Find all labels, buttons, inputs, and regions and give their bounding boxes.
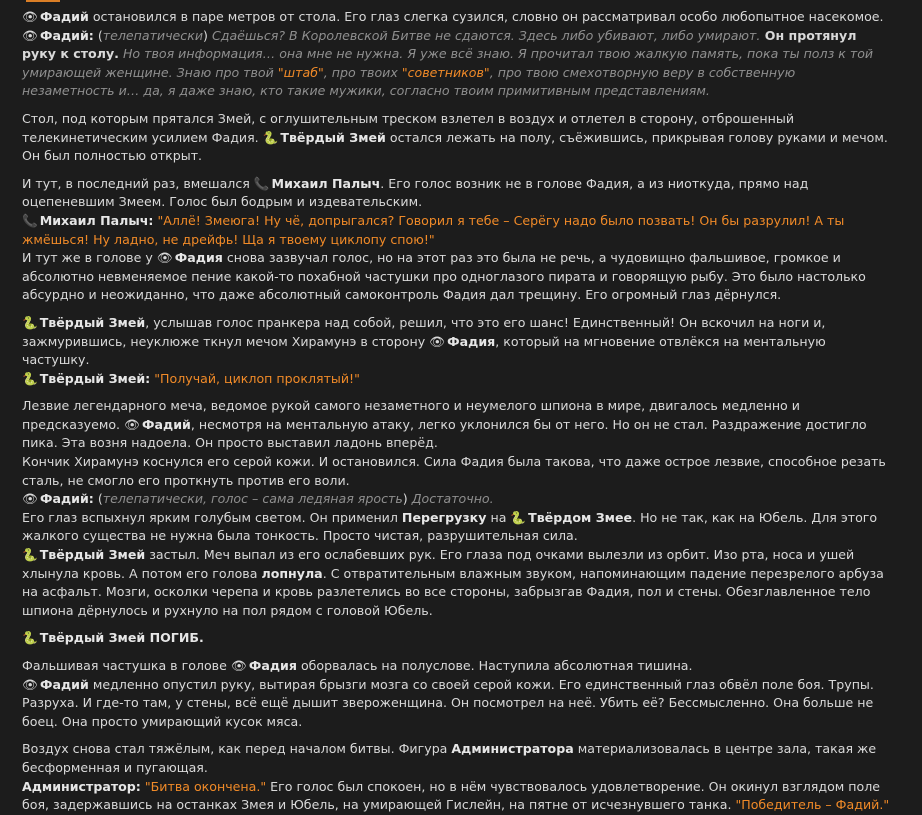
eye-icon: 👁 xyxy=(429,333,446,349)
character-name: Фадия xyxy=(248,658,297,673)
character-name: Фадий: xyxy=(40,27,94,43)
snake-icon: 🐍 xyxy=(22,314,38,330)
telepathic-text: Но твоя информация… она мне не нужна. Я уже всё знаю. Я прочитал твою жалкую память, пока ты полз к той умирающей женщине. Знаю про твой xyxy=(22,46,874,80)
spoken-line: "советников" xyxy=(401,64,490,80)
eye-icon: 👁 xyxy=(156,250,173,266)
story-paragraph xyxy=(22,740,890,777)
text-run: , услышав голос пранкера над собой, решил, что это его шанс! Единственный! Он вскочил на ноги и, зажмурившись, неуклюже ткнул мечом Хирамунэ в сторону xyxy=(22,314,826,349)
phone-icon: 📞 xyxy=(22,212,38,228)
story-paragraph xyxy=(22,397,890,453)
text-run: оборвалась на полуслове. Наступила абсолютная тишина. xyxy=(296,658,693,673)
text-run: , который на мгновение отвлёкся на ментальную частушку. xyxy=(22,333,826,368)
character-name: Фадий xyxy=(40,676,89,692)
text-run: снова зазвучал голос, но на этот раз это была не речь, а чудовищно фальшивое, громкое и абсолютно невменяемое пение какой-то похабной частушки про одноглазого пирата и говорящую рыбу. Это было настолько абсурдно и неожиданно, что даже абсолютный самоконтроль Фадия дал трещину. Его огромный глаз дёрнулся. xyxy=(22,250,866,303)
text-run: на xyxy=(486,509,511,525)
telepathic-text: Сдаёшься? В Королевской Битве не сдаются. Здесь либо убивают, либо умирают. xyxy=(211,27,761,43)
text-run: Его глаз вспыхнул ярким голубым светом. Он применил xyxy=(22,509,402,525)
telepathic-text: , про твоих xyxy=(323,64,402,80)
text-run: И тут же в голове у xyxy=(22,250,157,266)
story-paragraph xyxy=(22,212,890,249)
character-name: Твёрдый Змей: xyxy=(39,370,151,386)
spoken-line: "Получай, циклоп проклятый!" xyxy=(154,370,360,386)
character-name: Твёрдый Змей xyxy=(39,314,146,330)
text-run: ) xyxy=(203,27,212,43)
eye-icon: 👁 xyxy=(22,491,38,507)
spoken-line: "Аллё! Змеюга! Ну чё, допрыгался? Говорил я тебе – Серёгу надо было позвать! Он бы разрулил! А ты жмёшься! Ну ладно, не дрейфь! Ща я твоему циклопу спою!" xyxy=(22,212,845,247)
telepathic-text: телепатически, голос – сама ледяная ярость xyxy=(102,491,403,507)
text-run: . С отвратительным влажным звуком, напоминающим падение перезрелого арбуза на асфальт. Мозги, осколки черепа и кровь разлетелись во все стороны, забрызгав Фадия, пол и стены. Обезглавленное тело шпиона дёрнулось и рухнуло на пол рядом с головой Юбель. xyxy=(22,565,884,618)
snake-icon: 🐍 xyxy=(510,509,527,525)
story-paragraph xyxy=(22,490,890,509)
character-name: Перегрузку xyxy=(401,509,487,525)
story-paragraph xyxy=(22,249,890,305)
telepathic-text: телепатически xyxy=(102,27,204,43)
text-run: медленно опустил руку, вытирая брызги мозга со своей серой кожи. Его единственный глаз обвёл поле боя. Трупы. Разруха. И где-то там, у стены, всё ещё дышит звероженщина. Он посмотрел на неё. Убить её? Бессмысленно. Она больше не боец. Она просто умирающий кусок мяса. xyxy=(22,676,874,729)
story-paragraph xyxy=(22,370,890,389)
story-paragraph xyxy=(22,657,890,676)
story-text xyxy=(22,8,890,815)
spoken-line: "Битва окончена." xyxy=(144,778,267,794)
character-name: Михаил Палыч: xyxy=(39,212,154,228)
text-run: Он протянул руку к столу. xyxy=(22,27,857,62)
character-name: Администратора xyxy=(451,741,574,757)
story-paragraph xyxy=(22,509,890,546)
text-run: Его голос был спокоен, но в нём чувствовалось удовлетворение. Он окинул взглядом поле боя, задержавшись на останках Змея и Юбель, на умирающей Гислейн, на пятне от исчезнувшего танка. xyxy=(22,778,881,813)
story-paragraph xyxy=(22,314,890,370)
snake-icon: 🐍 xyxy=(262,129,279,145)
eye-icon: 👁 xyxy=(124,416,141,432)
text-run: ( xyxy=(93,27,103,43)
text-run: Кончик Хирамунэ коснулся его серой кожи. И остановился. Сила Фадия была такова, что даже острое лезвие, способное резать сталь, не смогло его проткнуть против его воли. xyxy=(22,454,886,488)
eye-icon: 👁 xyxy=(22,9,38,24)
eye-icon: 👁 xyxy=(230,658,247,673)
story-paragraph xyxy=(22,110,890,166)
text-run: материализовалась в центре зала, такая же бесформенная и пугающая. xyxy=(22,741,877,775)
story-paragraph xyxy=(22,676,890,732)
text-run: . Но не так, как на Юбель. Для этого жалкого существа не нужна была тонкость. Просто чистая, разрушительная сила. xyxy=(22,509,878,544)
story-paragraph xyxy=(22,27,890,101)
character-name: Фадий xyxy=(142,416,191,432)
story-paragraph xyxy=(22,546,890,620)
telepathic-text: , про твою смехотворную веру в собственную незаметность и… да, я даже знаю, кто такие мужики, согласно твоим примитивным представлениям. xyxy=(22,64,796,99)
text-run: ) xyxy=(402,491,412,507)
phone-icon: 📞 xyxy=(253,175,270,191)
character-name: Твёрдый Змей xyxy=(280,129,386,145)
eye-icon: 👁 xyxy=(22,27,38,43)
character-name: Администратор: xyxy=(22,778,141,794)
top-accent-line xyxy=(26,0,60,2)
eye-icon: 👁 xyxy=(22,676,38,692)
snake-icon: 🐍 xyxy=(22,547,38,563)
telepathic-text: Достаточно. xyxy=(411,491,494,507)
text-run: ( xyxy=(93,491,103,507)
snake-icon: 🐍 xyxy=(22,370,38,386)
character-name: Твёрдый Змей ПОГИБ. xyxy=(39,630,204,646)
story-paragraph xyxy=(22,778,890,815)
story-paragraph xyxy=(22,629,890,648)
text-run: Стол, под которым прятался Змей, с оглушительным треском взлетел в воздух и отлетел в сторону, отброшенный телекинетическим усилием Фадия. xyxy=(22,110,795,145)
character-name: Фадий: xyxy=(40,491,94,507)
text-run: Лезвие легендарного меча, ведомое рукой самого незаметного и неумелого шпиона в мире, двигалось медленно и предсказуемо. xyxy=(22,398,800,432)
spoken-line: "Победитель – Фадий." xyxy=(735,797,890,813)
text-run: И тут, в последний раз, вмешался xyxy=(22,175,254,191)
text-run: застыл. Меч выпал из его ослабевших рук. Его глаза под очками вылезли из орбит. Изо рта, носа и ушей хлынула кровь. А потом его голова xyxy=(22,547,855,581)
character-name: Михаил Палыч xyxy=(271,175,381,191)
snake-icon: 🐍 xyxy=(22,630,38,646)
character-name: Фадия xyxy=(447,333,496,349)
character-name: Твёрдом Змее xyxy=(528,509,633,525)
spoken-line: "штаб" xyxy=(277,64,324,80)
text-run: остановился в паре метров от стола. Его глаз слегка сузился, словно он рассматривал особо любопытное насекомое. xyxy=(88,9,884,24)
text-run: остался лежать на полу, съёжившись, прикрывая голову руками и мечом. Он был полностью открыт. xyxy=(22,129,888,164)
story-paragraph xyxy=(22,453,890,490)
text-run: Воздух снова стал тяжёлым, как перед началом битвы. Фигура xyxy=(22,741,452,757)
text-run: . Его голос возник не в голове Фадия, а из ниоткуда, прямо над оцепеневшим Змеем. Голос был бодрым и издевательским. xyxy=(22,175,809,210)
story-paragraph xyxy=(22,8,890,27)
character-name: Фадия xyxy=(174,250,223,266)
text-run: Фальшивая частушка в голове xyxy=(22,658,231,673)
character-name: Фадий xyxy=(40,9,89,24)
character-name: Твёрдый Змей xyxy=(39,547,146,563)
text-run: , несмотря на ментальную атаку, легко уклонился бы от него. Но он не стал. Раздражение достигло пика. Эта возня надоела. Он просто выставил ладонь вперёд. xyxy=(22,416,867,451)
character-name: лопнула xyxy=(261,565,323,581)
story-paragraph xyxy=(22,175,890,212)
